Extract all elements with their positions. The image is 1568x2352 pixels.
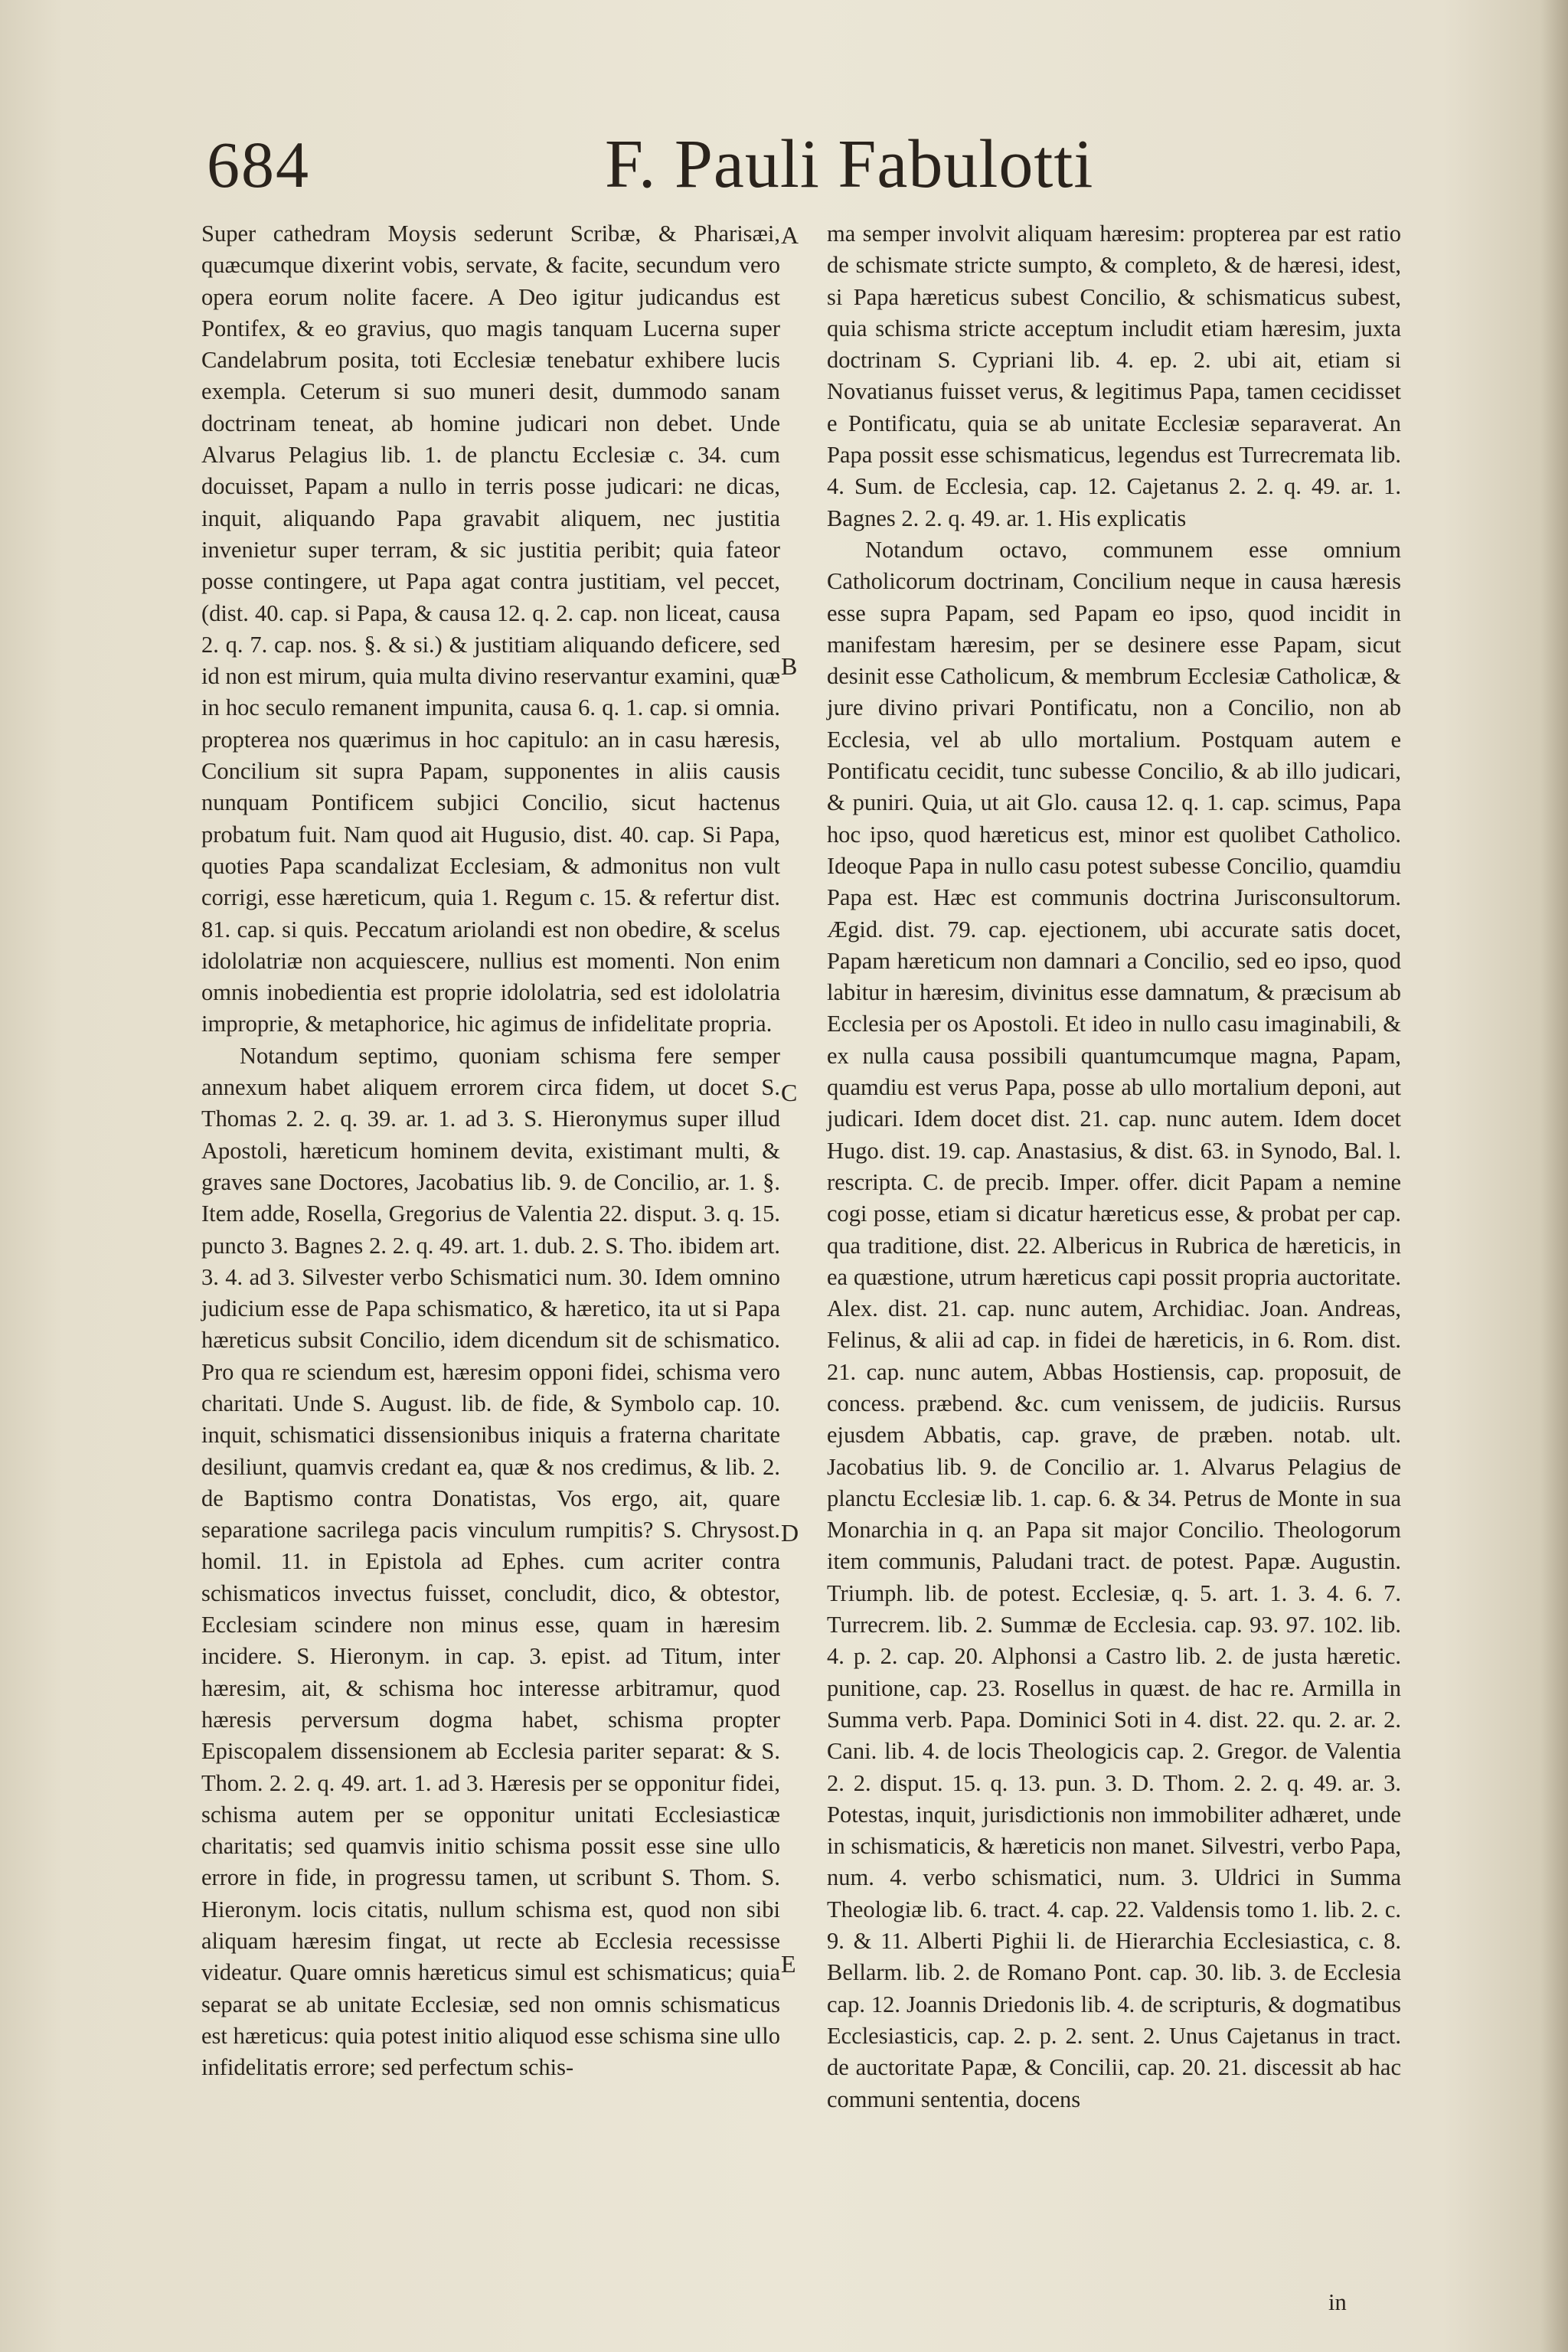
page-gutter-shadow [1540,0,1568,2352]
page-header [207,122,1386,207]
left-column [201,218,780,2084]
left-paragraph-2: Notandum septimo, quoniam schisma fere semper annexum habet aliquem errorem circa fidem, ut docet S. Thomas 2. 2. q. 39. ar. 1. ad 3. S. Hieronymus super illud Apostoli, hæreticum hominem devita, existimant multi, & graves sane Doctores, Jacobatius lib. 9. de Concilio, ar. 1. §. Item adde, Rosella, Gregorius de Valentia 22. disput. 3. q. 15. puncto 3. Bagnes 2. 2. q. 49. art. 1. dub. 2. S. Tho. ibidem art. 3. 4. ad 3. Silvester verbo Schismatici num. 30. Idem omnino judicium esse de Papa schismatico, & hæretico, ita ut si Papa hæreticus subsit Concilio, idem dicendum sit de schismatico. Pro qua re sciendum est, hæresim opponi fidei, schisma vero charitati. Unde S. August. lib. de fide, & Symbolo cap. 10. inquit, schismatici dissensionibus iniquis a fraterna charitate desiliunt, quamvis credant ea, quæ & nos credimus, & lib. 2. de Baptismo contra Donatistas, Vos ergo, ait, quare separatione sacrilega pacis vinculum rumpitis? S. Chrysost. homil. 11. in Epistola ad Ephes. cum acriter contra schismaticos invectus fuisset, concludit, dico, & obtestor, Ecclesiam scindere non minus esse, quam in hæresim incidere. S. Hieronym. in cap. 3. epist. ad Titum, inter hæresim, ait, & schisma hoc interesse arbitramur, quod hæresis perversum dogma habet, schisma propter Episcopalem dissensionem ab Ecclesia pariter separat: & S. Thom. 2. 2. q. 49. art. 1. ad 3. Hæresis per se opponitur fidei, schisma autem per se opponitur unitati Ecclesiasticæ charitatis; sed quamvis initio schisma possit esse sine ullo errore in fide, in progressu tamen, ut scribunt S. Thom. S. Hieronym. locis citatis, nullum schisma est, quod non sibi aliquam hæresim fingat, ut recte ab Ecclesia recessisse videatur. Quare omnis hæreticus simul est schismaticus; quia separat se ab unitate Ecclesiæ, sed non omnis schismaticus est hæreticus: quia potest initio aliquod esse schisma sine ullo infidelitatis errore; sed perfectum schis- [201,1042,780,2081]
margin-marker-a: A [781,221,799,249]
margin-marker-d: D [781,1519,799,1547]
right-paragraph-2: Notandum octavo, communem esse omnium Catholicorum doctrinam, Concilium neque in causa hæresis esse supra Papam, sed Papam eo ipso, quod incidit in manifestam hæresim, per se desinere esse Papam, sicut desinit esse Catholicum, & membrum Ecclesiæ Catholicæ, & jure divino privari Pontificatu, non a Concilio, non ab Ecclesia, vel ab ullo mortalium. Postquam autem e Pontificatu cecidit, tunc subesse Concilio, & ab illo judicari, & puniri. Quia, ut ait Glo. causa 12. q. 1. cap. scimus, Papa hoc ipso, quod hæreticus est, minor est quolibet Catholico. Ideoque Papa in nullo casu potest subesse Concilio, quamdiu Papa est. Hæc est communis doctrina Jurisconsultorum. Ægid. dist. 79. cap. ejectionem, ubi accurate satis docet, Papam hæreticum non damnari a Concilio, sed eo ipso, quod labitur in hæresim, divinitus esse damnatum, & præcisum ab Ecclesia per os Apostoli. Et ideo in nullo casu imaginabili, & ex nulla causa possibili quantumcumque magna, Papam, quamdiu est verus Papa, posse ab ullo mortalium deponi, aut judicari. Idem docet dist. 21. cap. nunc autem. Idem docet Hugo. dist. 19. cap. Anastasius, & dist. 63. in Synodo, Bal. l. rescripta. C. de precib. Imper. offer. dicit Papam a nemine cogi posse, etiam si dicatur hæreticus esse, & probat per cap. qua traditione, dist. 22. Albericus in Rubrica de hæreticis, in ea quæstione, utrum hæreticus capi possit propria auctoritate. Alex. dist. 21. cap. nunc autem, Archidiac. Joan. Andreas, Felinus, & alii ad cap. in fidei de hæreticis, in 6. Rom. dist. 21. cap. nunc autem, Abbas Hostiensis, cap. proposuit, de concess. præbend. &c. cum venissem, de judiciis. Rursus ejusdem Abbatis, cap. grave, de præben. notab. ult. Jacobatius lib. 9. de Concilio ar. 1. Alvarus Pelagius de planctu Ecclesiæ lib. 1. cap. 6. & 34. Petrus de Monte in sua Monarchia in q. an Papa sit major Concilio. Theologorum item communis, Paludani tract. de potest. Papæ. Augustin. Triumph. lib. de potest. Ecclesiæ, q. 5. art. 1. 3. 4. 6. 7. Turrecrem. lib. 2. Summæ de Ecclesia. cap. 93. 97. 102. lib. 4. p. 2. cap. 20. Alphonsi a Castro lib. 2. de justa hæretic. punitione, cap. 23. Rosellus in quæst. de hac re. Armilla in Summa verb. Papa. Dominici Soti in 4. dist. 22. qu. 2. ar. 2. Cani. lib. 4. de locis Theologicis cap. 2. Gregor. de Valentia 2. 2. disput. 15. q. 13. pun. 3. D. Thom. 2. 2. q. 49. ar. 3. Potestas, inquit, jurisdictionis non immobiliter adhæret, unde in schismaticis, & hæreticis non manet. Silvestri, verbo Papa, num. 4. verbo schismatici, num. 3. Uldrici in Summa Theologiæ lib. 6. tract. 4. cap. 22. Valdensis tomo 1. lib. 2. c. 9. & 11. Alberti Pighii li. de Hierarchia Ecclesiastica, c. 8. Bellarm. lib. 2. de Romano Pont. cap. 30. lib. 3. de Ecclesia cap. 12. Joannis Driedonis lib. 4. de scripturis, & dogmatibus Ecclesiasticis, cap. 2. p. 2. sent. 2. Unus Cajetanus in tract. de auctoritate Papæ, & Concilii, cap. 20. 21. discessit ab hac communi sententia, docens [827,536,1401,2112]
margin-marker-b: B [781,652,798,680]
margin-marker-c: C [781,1079,798,1106]
right-column [827,218,1401,2115]
catchword: in [1328,2289,1347,2315]
page-number: 684 [207,128,310,201]
running-title: F. Pauli Fabulotti [605,126,1094,202]
margin-marker-e: E [781,1950,796,1978]
left-paragraph-1: Super cathedram Moysis sederunt Scribæ, & Pharisæi, quæcumque dixerint vobis, servate, & facite, secundum vero opera eorum nolite facere. A Deo igitur judicandus est Pontifex, & eo gravius, quo magis tanquam Lucerna super Candelabrum posita, toti Ecclesiæ tenebatur exhibere lucis exempla. Ceterum si suo muneri desit, dummodo sanam doctrinam teneat, ab homine judicari non debet. Unde Alvarus Pelagius lib. 1. de planctu Ecclesiæ c. 34. cum docuisset, Papam a nullo in terris posse judicari: ne dicas, inquit, aliquando Papa gravabit aliquem, nec justitia invenietur super terram, & sic justitia peribit; quia fateor posse contingere, ut Papa agat contra justitiam, vel peccet, (dist. 40. cap. si Papa, & causa 12. q. 2. cap. non liceat, causa 2. q. 7. cap. nos. §. & si.) & justitiam aliquando deficere, sed id non est mirum, quia multa divino reservantur examini, quæ in hoc seculo remanent impunita, causa 6. q. 1. cap. si omnia. propterea nos quærimus in hoc capitulo: an in casu hæresis, Concilium sit supra Papam, supponentes in aliis causis nunquam Pontificem subjici Concilio, sicut hactenus probatum fuit. Nam quod ait Hugusio, dist. 40. cap. Si Papa, quoties Papa scandalizat Ecclesiam, & admonitus non vult corrigi, esse hæreticum, quia 1. Regum c. 15. & refertur dist. 81. cap. si quis. Peccatum ariolandi est non obedire, & scelus idololatriæ non acquiescere, nullius est momenti. Non enim omnis inobedientia est proprie idololatria, sed est idololatria improprie, & metaphorice, hic agimus de infidelitate propria. [201,220,780,1037]
right-paragraph-1: ma semper involvit aliquam hæresim: propterea par est ratio de schismate stricte sumpto, & completo, & de hæresi, idest, si Papa hæreticus subest Concilio, & schismaticus subest, quia schisma stricte acceptum includit etiam hæresim, juxta doctrinam S. Cypriani lib. 4. ep. 2. ubi ait, etiam si Novatianus fuisset verus, & legitimus Papa, tamen cecidisset e Pontificatu, quia se ab unitate Ecclesiæ separaverat. An Papa possit esse schismaticus, legendus est Turrecremata lib. 4. Sum. de Ecclesia, cap. 12. Cajetanus 2. 2. q. 49. ar. 1. Bagnes 2. 2. q. 49. ar. 1. His explicatis [827,220,1401,531]
